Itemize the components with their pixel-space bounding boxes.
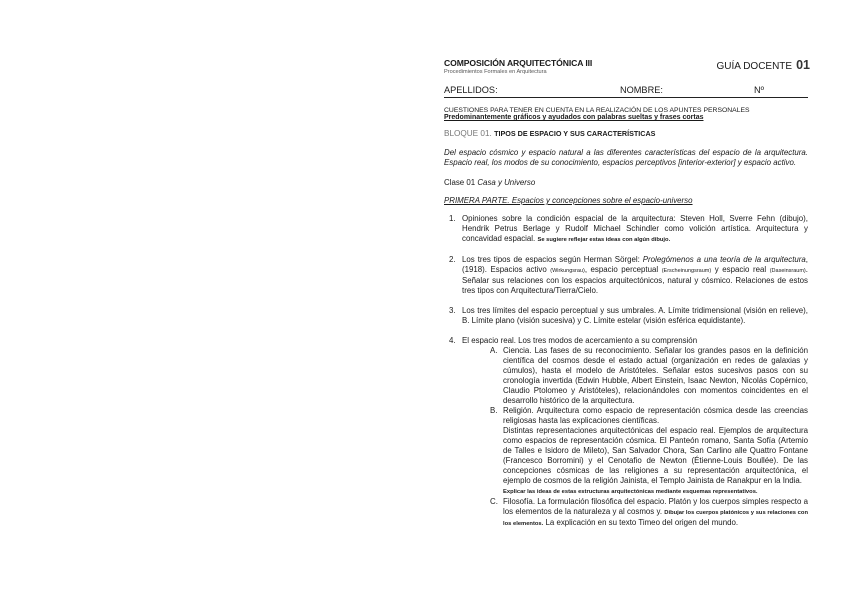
item-number: 4. [449,336,456,345]
item-number: 1. [449,214,456,223]
part-heading: PRIMERA PARTE. Espacios y concepciones sobre el espacio-universo [444,196,693,205]
book-title: Prolegómenos a una teoría de la arquitectura [642,255,806,264]
sub-item-letter: A. [490,346,498,355]
sub-item-text: Filosofía. La formulación filosófica del espacio. Platón y los cuerpos simples respecto a los elementos de la naturaleza y al cosmos y. [503,497,808,516]
name-label: NOMBRE: [620,85,663,95]
item-text: El espacio real. Los tres modos de acercamiento a su comprensión [462,336,698,345]
list-item [444,336,808,529]
sub-item-letter: B. [490,406,498,415]
item-text: Los tres tipos de espacios según Herman Sörgel: [462,255,640,264]
class-heading [444,178,808,187]
sub-item-text: Distintas representaciones arquitectónicas del espacio real. Ejemplos de arquitectura como espacios de representación cósmica. El Panteón romano, Santa Sofía (Artemio de Talles e Isidoro de Mileto), San Salvador Chora, San Carlino alle Quattro Fontane (Francesco Borromini) y el Cenotafio de Newton (Étienne-Louis Boullée). De las concepciones cósmicas de las religiones a su representación arquitectónica, el ejemplo de cosmos de la religión Jainista, el Templo Jainista de Ranakpur en la India. [503,426,808,485]
sub-item [490,406,808,497]
item-note: Se sugiere reflejar estas ideas con algún dibujo. [537,237,671,243]
sub-item [490,346,808,406]
guide-label [717,58,810,72]
questions-title: CUESTIONES PARA TENER EN CUENTA EN LA REALIZACIÓN DE LOS APUNTES PERSONALES [444,107,750,114]
sub-item-letter: C. [490,497,498,506]
item-text: , (1918). Espacios activo [462,255,808,274]
block-label: BLOQUE 01. [444,129,492,138]
item-number: 3. [449,306,456,315]
sub-item-note: Dibujar los cuerpos platónicos y sus relaciones con los elementos. [503,510,808,527]
block-title: TIPOS DE ESPACIO Y SUS CARACTERÍSTICAS [494,129,656,138]
surnames-label: APELLIDOS: [444,85,498,95]
class-title: Casa y Universo [477,178,536,187]
german-term: (Erscheinungsraum) [661,268,712,274]
german-term: (Wirkungsrau) [550,268,585,274]
sub-item-note: Explicar las ideas de estas estructuras arquitectónicas mediante esquemas representativos. [503,489,758,495]
number-label: Nº [754,85,764,95]
list-item [444,255,808,296]
item-text: Opiniones sobre la condición espacial de la arquitectura: Steven Holl, Sverre Fehn (dibujo), Hendrik Petrus Berlage y Rudolf Michael Schindler como volición artística. Arquitectura y concavidad espacial. [462,214,808,243]
questions-subtitle: Predominantemente gráficos y ayudados con palabras sueltas y frases cortas [444,114,704,121]
german-term: (Daseinsraum) [769,268,806,274]
sub-item-text: La explicación en su texto Timeo del origen del mundo. [545,518,739,527]
list-item [444,306,808,326]
guide-number: 01 [796,58,810,72]
sub-item-text: Religión. Arquitectura como espacio de representación cósmica desde las creencias religiosas hasta las explicaciones científicas. [503,406,808,425]
list-item [444,214,808,245]
class-label: Clase 01 [444,178,476,187]
course-title: COMPOSICIÓN ARQUITECTÓNICA III [444,58,593,68]
item-text: . Señalar sus relaciones con los espacios arquitectónicos, natural y cósmico. Relaciones de estos tres tipos con Arquitectura/Tierra/Cielo. [462,265,808,295]
sub-item [490,497,808,529]
block-heading [444,129,808,138]
guide-label-text: GUÍA DOCENTE [716,61,793,72]
course-subtitle: Procedimientos Formales en Arquitectura [444,69,547,75]
student-fields-row [444,85,808,98]
block-intro: Del espacio cósmico y espacio natural a las diferentes características del espacio de la arquitectura. Espacio real, los modos de su conocimiento, espacios perceptivos [interior-exterior] y espacio activo. [444,148,808,167]
item-text: , espacio perceptual [584,265,659,274]
item-text: Los tres límites del espacio perceptual y sus umbrales. A. Límite tridimensional (visión en relieve), B. Límite plano (visión sucesiva) y C. Límite estelar (visión esférica equidistante). [462,306,808,325]
sub-item-text: Ciencia. Las fases de su reconocimiento. Señalar los grandes pasos en la definición científica del cosmos desde el estado actual (organización en redes de galaxias y cúmulos), hasta el modelo de Aristóteles. Señalar estos sucesivos pasos con su cronología invertida (Edwin Hubble, Albert Einstein, Isaac Newton, Nicolás Copérnico, Claudio Ptolomeo y Aristóteles), relacionándoles con momentos coincidentes en el desarrollo histórico de la arquitectura. [503,346,808,405]
item-number: 2. [449,255,456,264]
sub-list [462,346,808,529]
questions-list [444,214,808,529]
item-text: y espacio real [711,265,767,274]
document-page [444,58,808,539]
